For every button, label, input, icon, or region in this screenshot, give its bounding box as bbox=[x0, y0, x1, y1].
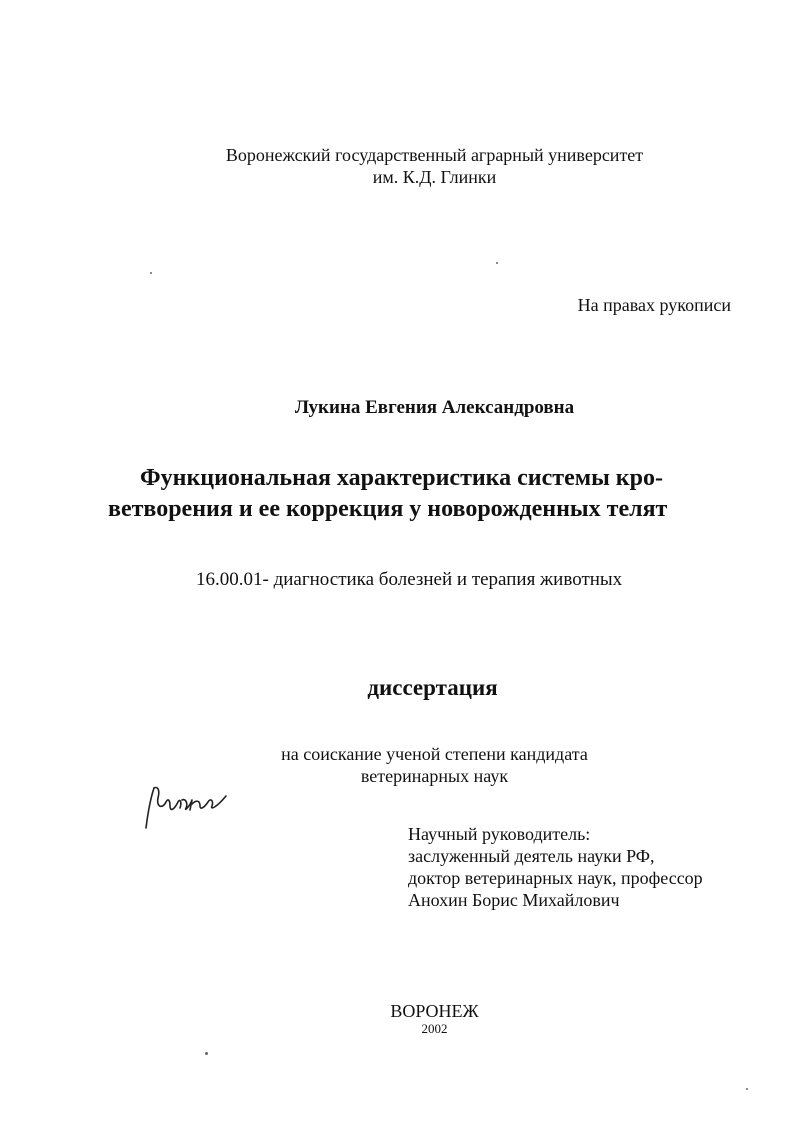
degree-line-1: на соискание ученой степени кандидата bbox=[281, 744, 588, 764]
university-name: Воронежский государственный аграрный университет bbox=[225, 145, 644, 165]
scan-speck bbox=[496, 262, 498, 264]
author-signature bbox=[140, 776, 232, 836]
specialty-code: 16.00.01- диагностика болезней и терапия животных bbox=[196, 569, 623, 590]
author-name: Лукина Евгения Александровна bbox=[294, 397, 575, 418]
supervisor-title-line-2: доктор ветеринарных наук, профессор bbox=[408, 868, 703, 888]
supervisor-block bbox=[408, 823, 703, 911]
supervisor-title-line-1: заслуженный деятель науки РФ, bbox=[408, 846, 655, 866]
scan-speck bbox=[205, 1052, 208, 1055]
manuscript-rights-note: На правах рукописи bbox=[577, 295, 731, 315]
scan-speck bbox=[746, 1088, 748, 1090]
dissertation-title-line-1: Функциональная характеристика системы кро- bbox=[140, 465, 663, 491]
city: ВОРОНЕЖ bbox=[390, 1001, 479, 1021]
degree-line-2: ветеринарных наук bbox=[360, 766, 509, 786]
supervisor-heading: Научный руководитель: bbox=[408, 824, 591, 844]
scan-speck bbox=[150, 272, 152, 274]
university-honorific: им. К.Д. Глинки bbox=[372, 167, 497, 187]
dissertation-title-line-2: ветворения и ее коррекция у новорожденных телят bbox=[108, 496, 668, 522]
year: 2002 bbox=[421, 1021, 448, 1036]
document-type: диссертация bbox=[367, 675, 498, 700]
supervisor-name: Анохин Борис Михайлович bbox=[408, 890, 620, 910]
